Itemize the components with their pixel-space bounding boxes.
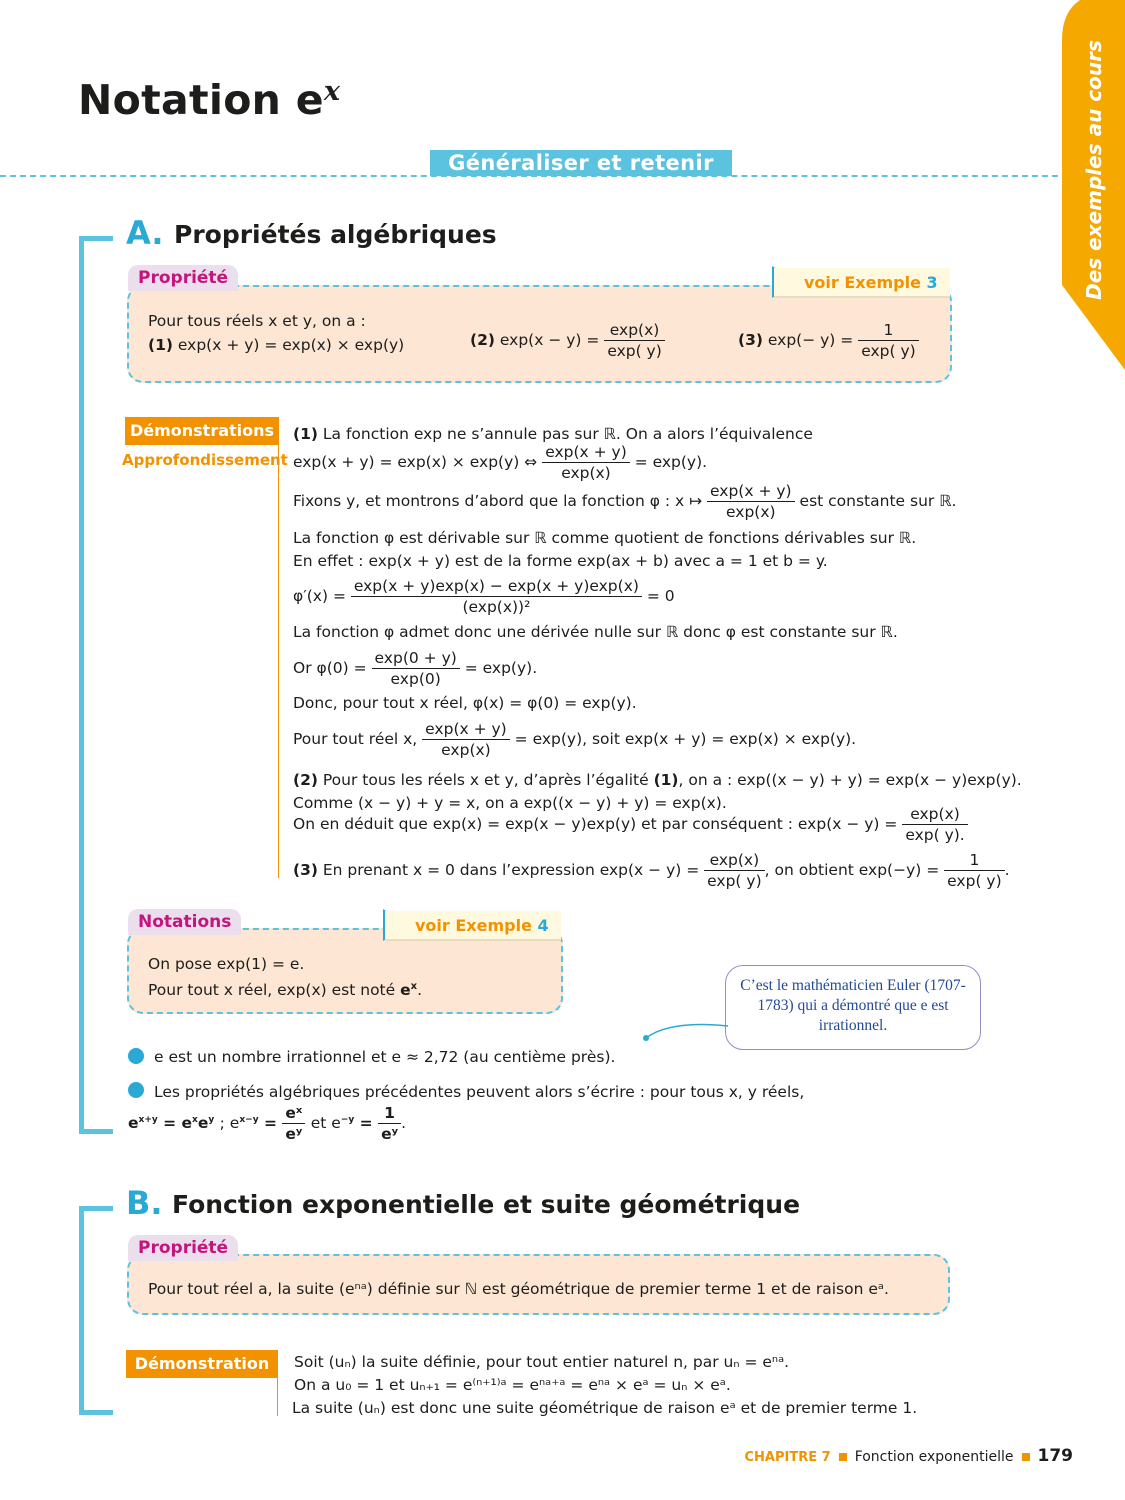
page-number: 179 [1037, 1446, 1073, 1466]
demonstrations-rule [278, 445, 279, 878]
propriete-intro: Pour tous réels x et y, on a : [148, 312, 366, 330]
demo-line-4: La fonction φ est dérivable sur ℝ comme quotient de fonctions dérivables sur ℝ. [293, 529, 917, 547]
bullet-dot-1 [128, 1048, 144, 1064]
section-banner: Généraliser et retenir [430, 150, 732, 176]
notations-tag: Notations [128, 909, 241, 935]
demo-line-1: (1) La fonction exp ne s’annule pas sur ℝ. On a alors l’équivalence [293, 425, 813, 443]
demo-line-5: En effet : exp(x + y) est de la forme exp(ax + b) avec a = 1 et b = y. [293, 552, 828, 570]
demo-line-8: Or φ(0) = $\frac{\exp(0 + y)}{\exp(0)}$ = exp(y). [293, 649, 538, 688]
bullet-text-2: Les propriétés algébriques précédentes peuvent alors s’écrire : pour tous x, y réels, [154, 1083, 805, 1101]
demonstrations-tag: Démonstrations [125, 417, 279, 445]
demo-line-12: Comme (x − y) + y = x, on a exp((x − y) + y) = exp(x). [293, 794, 727, 812]
page-footer [745, 1446, 1074, 1466]
propriete-b-text: Pour tout réel a, la suite (eⁿᵃ) définie sur ℕ est géométrique de premier terme 1 et de raison eᵃ. [148, 1280, 889, 1298]
voir-exemple-3-link[interactable]: voir Exemple 3 [774, 268, 950, 298]
notations-line-2: Pour tout x réel, exp(x) est noté $e^x$. [148, 981, 423, 1000]
bullet-text-1: e est un nombre irrationnel et e ≈ 2,72 (au centième près). [154, 1048, 616, 1066]
propriete-p2: (2) exp(x − y) = $\frac{\exp(x)}{\exp( y)}$ [470, 320, 665, 361]
exponent-formulas: $e^{x+y} = e^xe^y$ ; $e^{x-y}$ = $\frac{\text{eˣ}}{\text{eʸ}}$ et $e^{-y}$ = $\frac{1}{\text{eʸ}}$ . [128, 1104, 406, 1143]
approfondissement-label: Approfondissement [122, 451, 288, 469]
footer-title: Fonction exponentielle [854, 1449, 1014, 1465]
section-b-letter: B. [126, 1184, 163, 1222]
propriete-p1: (1) exp(x + y) = exp(x) × exp(y) [148, 336, 405, 354]
footer-chapter: CHAPITRE 7 [744, 1450, 831, 1465]
demo-line-7: La fonction φ admet donc une dérivée nulle sur ℝ donc φ est constante sur ℝ. [293, 623, 898, 641]
propriete-tag-a: Propriété [128, 265, 238, 291]
demo-line-2: exp(x + y) = exp(x) × exp(y) ⇔ $\frac{\exp(x + y)}{\exp(x)}$ = exp(y). [293, 443, 708, 482]
demo-line-11: (2) Pour tous les réels x et y, d’après l’égalité (1), on a : exp((x − y) + y) = exp(x − y)exp(y). [293, 771, 1022, 789]
demo-b-line-1: Soit (uₙ) la suite définie, pour tout entier naturel n, par uₙ = eⁿᵃ. [294, 1353, 790, 1371]
demo-line-13: On en déduit que exp(x) = exp(x − y)exp(y) et par conséquent : exp(x − y) = $\frac{\exp(x)}{\exp( y).}$ [293, 804, 968, 845]
demo-line-9: Donc, pour tout x réel, φ(x) = φ(0) = exp(y). [293, 694, 637, 712]
section-a-letter: A. [126, 214, 164, 252]
demo-b-line-3: La suite (uₙ) est donc une suite géométrique de raison eᵃ et de premier terme 1. [292, 1399, 918, 1417]
voir-exemple-4-link[interactable]: voir Exemple 4 [385, 911, 561, 941]
notations-line-1: On pose exp(1) = e. [148, 955, 305, 973]
demo-line-10: Pour tout réel x, $\frac{\exp(x + y)}{\exp(x)}$ = exp(y), soit exp(x + y) = exp(x) × exp(y). [293, 720, 857, 759]
euler-note: C’est le mathématicien Euler (1707-1783) qui a démontré que e est irrationnel. [725, 965, 981, 1050]
demonstration-tag-b: Démonstration [126, 1350, 278, 1378]
section-b-title: Fonction exponentielle et suite géométrique [172, 1190, 801, 1219]
section-a-title: Propriétés algébriques [174, 220, 497, 249]
note-connector [640, 1018, 732, 1044]
demo-line-3: Fixons y, et montrons d’abord que la fonction φ : x ↦ $\frac{\exp(x + y)}{\exp(x)}$ est constante sur ℝ. [293, 482, 957, 521]
section-a-bracket [79, 236, 113, 1134]
propriete-tag-b: Propriété [128, 1235, 238, 1261]
demo-line-6: φ′(x) = $\frac{\exp(x + y)\exp(x) - \exp(x + y)\exp(x)}{\text{(exp(x))²}}$ = 0 [293, 577, 675, 616]
demonstration-b-rule [277, 1378, 278, 1416]
demo-line-14: (3) En prenant x = 0 dans l’expression exp(x − y) = $\frac{\exp(x)}{\exp( y)}$ , on obtient exp(−y) = $\frac{1}{\exp( y)}$ . [293, 851, 1010, 890]
propriete-p3: (3) exp(− y) = $\frac{1}{\exp( y)}$ [738, 320, 919, 361]
demo-b-line-2: On a u₀ = 1 et uₙ₊₁ = e⁽ⁿ⁺¹⁾ᵃ = eⁿᵃ⁺ᵃ = eⁿᵃ × eᵃ = uₙ × eᵃ. [294, 1376, 731, 1394]
side-tab-label: Des exemples au cours [1082, 40, 1106, 300]
section-b-bracket [79, 1206, 113, 1415]
page-title: Notation $e^x$ [78, 76, 341, 124]
bullet-dot-2 [128, 1082, 144, 1098]
